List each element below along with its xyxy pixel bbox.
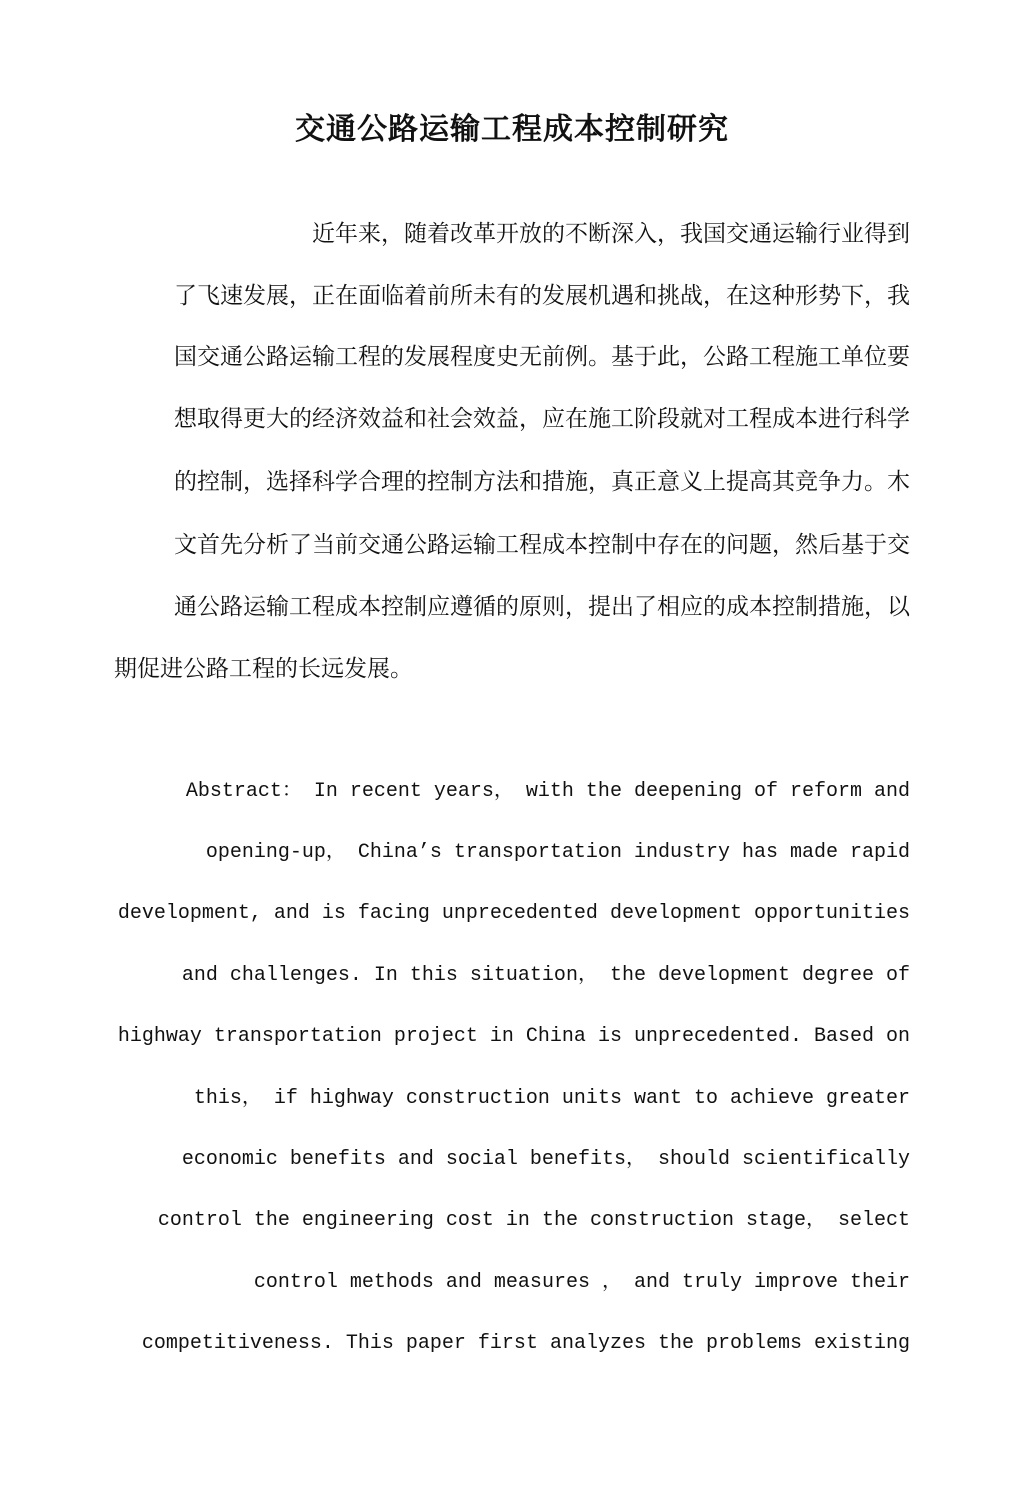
- document-title: 交通公路运输工程成本控制研究: [295, 112, 729, 148]
- abstract-en-line: control the engineering cost in the construction stage， select: [157, 1209, 910, 1232]
- abstract-zh-line: 国交通公路运输工程的发展程度史无前例。基于此，公路工程施工单位要: [174, 344, 910, 370]
- abstract-zh-line: 了飞速发展，正在面临着前所未有的发展机遇和挑战，在这种形势下，我: [174, 283, 910, 309]
- abstract-en-line: opening-up， China’s transportation industry has made rapid: [205, 841, 910, 864]
- abstract-zh-line: 近年来，随着改革开放的不断深入，我国交通运输行业得到: [312, 221, 910, 247]
- abstract-en-line: this， if highway construction units want to achieve greater: [193, 1087, 910, 1110]
- abstract-en-line: control methods and measures ， and truly improve their: [253, 1271, 910, 1294]
- abstract-en-line: economic benefits and social benefits， should scientifically: [181, 1148, 910, 1171]
- abstract-zh-line: 的控制，选择科学合理的控制方法和措施，真正意义上提高其竞争力。木: [174, 469, 910, 495]
- abstract-en-line: and challenges. In this situation， the development degree of: [181, 964, 910, 987]
- abstract-en-line: development, and is facing unprecedented development opportunities: [117, 902, 910, 925]
- abstract-zh-line: 想取得更大的经济效益和社会效益，应在施工阶段就对工程成本进行科学: [174, 406, 910, 432]
- abstract-en-line: Abstract： In recent years， with the deepening of reform and: [185, 780, 910, 803]
- abstract-zh-line: 通公路运输工程成本控制应遵循的原则，提出了相应的成本控制措施，以: [174, 594, 910, 620]
- abstract-en-line: highway transportation project in China is unprecedented. Based on: [117, 1025, 910, 1048]
- abstract-zh-line: 期促进公路工程的长远发展。: [114, 656, 413, 682]
- abstract-zh-line: 文首先分析了当前交通公路运输工程成本控制中存在的问题，然后基于交: [174, 532, 910, 558]
- abstract-en-line: competitiveness. This paper first analyzes the problems existing: [141, 1332, 910, 1355]
